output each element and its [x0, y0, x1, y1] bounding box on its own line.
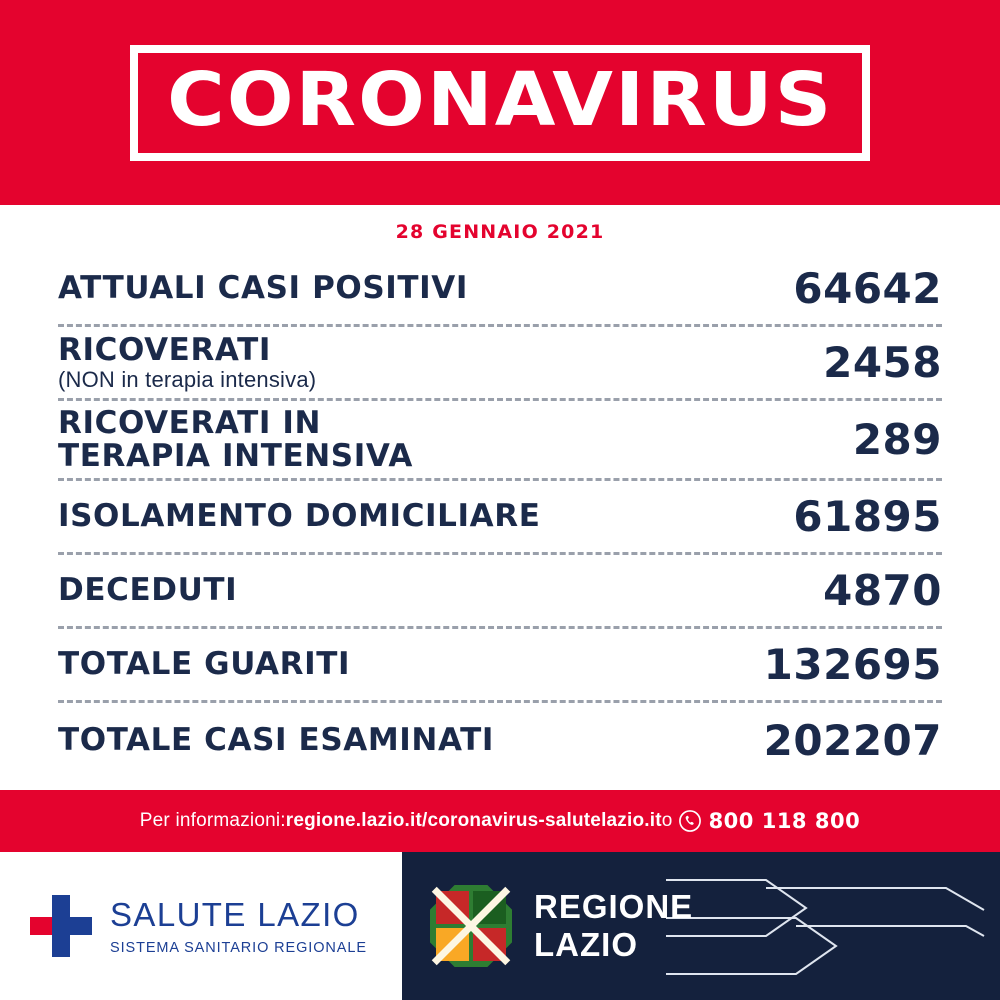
info-link-salutelazio[interactable]: salutelazio.it	[544, 810, 662, 831]
header-title-frame	[130, 45, 870, 161]
regione-line2: LAZIO	[534, 926, 638, 963]
regione-line1: REGIONE	[534, 888, 694, 926]
info-conjunction: o	[661, 810, 673, 831]
row-label: DECEDUTI	[58, 572, 238, 609]
chevron-decoration	[646, 852, 986, 1000]
medical-cross-icon	[30, 895, 92, 957]
row-label-wrap	[58, 648, 350, 681]
row-label: TOTALE CASI ESAMINATI	[58, 721, 495, 758]
info-prefix: Per informazioni:	[139, 810, 286, 831]
header-banner	[0, 0, 1000, 205]
row-sublabel: (NON in terapia intensiva)	[58, 367, 317, 393]
footer	[0, 852, 1000, 1000]
row-label-line1: RICOVERATI IN	[58, 405, 322, 441]
row-label-wrap	[58, 407, 413, 472]
row-value: 132695	[763, 640, 942, 690]
row-label-wrap	[58, 721, 495, 758]
row-label-line2: TERAPIA INTENSIVA	[58, 437, 413, 474]
date-row	[0, 205, 1000, 253]
table-row	[58, 555, 942, 629]
statistics-table	[0, 253, 1000, 790]
row-value: 2458	[823, 338, 942, 387]
info-link-website[interactable]: regione.lazio.it/coronavirus	[285, 810, 539, 831]
table-row	[58, 629, 942, 703]
report-date: 28 GENNAIO 2021	[395, 221, 605, 243]
table-row	[58, 703, 942, 777]
regione-lazio-emblem-icon	[430, 885, 512, 967]
footer-regione-lazio	[402, 852, 1000, 1000]
salute-subtitle: SISTEMA SANITARIO REGIONALE	[110, 940, 367, 956]
row-label-wrap	[58, 574, 237, 607]
row-value: 4870	[823, 566, 942, 616]
row-label-wrap	[58, 500, 541, 533]
row-label-wrap	[58, 331, 317, 393]
salute-text-block	[110, 896, 367, 956]
row-value: 61895	[793, 492, 942, 542]
info-separator: -	[538, 810, 545, 831]
phone-icon	[679, 810, 701, 832]
phone-number[interactable]: 800 118 800	[708, 809, 861, 833]
page-title: CORONAVIRUS	[166, 56, 834, 143]
footer-salute-lazio	[0, 852, 402, 1000]
row-value: 64642	[793, 264, 942, 313]
table-row	[58, 253, 942, 327]
row-value: 289	[852, 415, 942, 465]
info-bar	[0, 790, 1000, 852]
row-label: ATTUALI CASI POSITIVI	[58, 270, 469, 307]
regione-text-block	[534, 890, 693, 961]
table-row	[58, 327, 942, 401]
row-value: 202207	[763, 715, 942, 765]
table-row	[58, 481, 942, 555]
row-label: RICOVERATI	[58, 331, 271, 368]
row-label-wrap	[58, 272, 468, 305]
row-label: TOTALE GUARITI	[58, 646, 351, 683]
row-label: ISOLAMENTO DOMICILIARE	[58, 498, 541, 535]
salute-title: SALUTE LAZIO	[110, 896, 360, 933]
table-row	[58, 401, 942, 481]
